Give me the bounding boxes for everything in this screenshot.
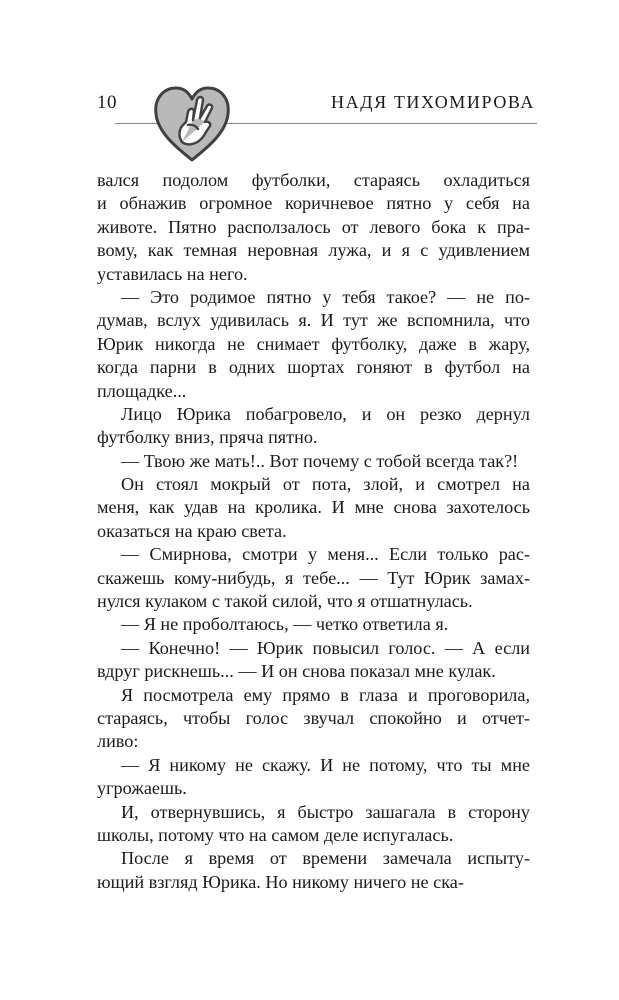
text-line: — Я никому не скажу. И не потому, что ты мне <box>121 754 530 775</box>
text-line: школы, потому что на самом деле испугалась. <box>97 824 454 845</box>
paragraph <box>97 754 530 801</box>
paragraph <box>97 450 530 473</box>
page-header <box>97 76 537 166</box>
text-line: когда парни в одних шортах гоняют в футбол на <box>97 357 530 378</box>
text-line: — Это родимое пятно у тебя такое? — не по- <box>121 286 530 307</box>
paragraph <box>97 403 530 450</box>
text-line: скажешь кому-нибудь, я тебе... — Тут Юрик замах- <box>97 567 530 588</box>
text-line: Он стоял мокрый от пота, злой, и смотрел на <box>121 474 530 495</box>
text-line: вому, как темная неровная лужа, и я с удивлением <box>97 240 530 261</box>
text-line: После я время от времени замечала испыту- <box>121 848 530 869</box>
text-line: — Смирнова, смотри у меня... Если только рас- <box>121 544 530 565</box>
paragraph <box>97 637 530 684</box>
text-line: Лицо Юрика побагровело, и он резко дернул <box>121 403 530 424</box>
text-line: футболку вниз, пряча пятно. <box>97 427 318 448</box>
text-line: вался подолом футболки, стараясь охладиться <box>97 170 530 190</box>
text-line: оказаться на краю света. <box>97 520 287 541</box>
text-line: уставилась на него. <box>97 263 248 284</box>
text-line: — Я не проболтаюсь, — четко ответила я. <box>121 614 449 635</box>
text-line: Я посмотрела ему прямо в глаза и проговорила, <box>121 684 530 705</box>
text-line: И, отвернувшись, я быстро зашагала в сторону <box>121 801 530 822</box>
text-line: ющий взгляд Юрика. Но никому ничего не ска- <box>97 871 464 892</box>
text-line: стараясь, чтобы голос звучал спокойно и отчет- <box>97 707 530 728</box>
paragraph <box>97 169 530 286</box>
author-name: НАДЯ ТИХОМИРОВА <box>331 92 535 112</box>
text-line: Юрик никогда не снимает футболку, даже в жару, <box>97 333 530 354</box>
paragraph <box>97 613 530 636</box>
paragraph <box>97 543 530 613</box>
paragraph <box>97 801 530 848</box>
text-line: — Твою же мать!.. Вот почему с тобой всегда так?! <box>121 450 519 471</box>
heart-with-crossed-fingers-icon <box>152 76 232 164</box>
text-line: вдруг рискнешь... — И он снова показал мне кулак. <box>97 661 496 682</box>
text-line: меня, как удав на кролика. И мне снова захотелось <box>97 497 530 518</box>
page-number: 10 <box>97 92 117 113</box>
text-line: животе. Пятно расползалось от левого бока к пра- <box>97 216 530 237</box>
text-line: площадке... <box>97 380 187 401</box>
text-line: нулся кулаком с такой силой, что я отшатнулась. <box>97 591 473 612</box>
page-body-text <box>97 169 530 894</box>
text-line: — Конечно! — Юрик повысил голос. — А если <box>121 637 530 658</box>
text-line: ливо: <box>97 731 139 752</box>
paragraph <box>97 684 530 754</box>
paragraph <box>97 473 530 543</box>
text-line: думав, вслух удивилась я. И тут же вспомнила, что <box>97 310 530 331</box>
text-line: и обнажив огромное коричневое пятно у себя на <box>97 193 530 214</box>
paragraph <box>97 847 530 894</box>
text-line: угрожаешь. <box>97 778 187 799</box>
paragraph <box>97 286 530 403</box>
